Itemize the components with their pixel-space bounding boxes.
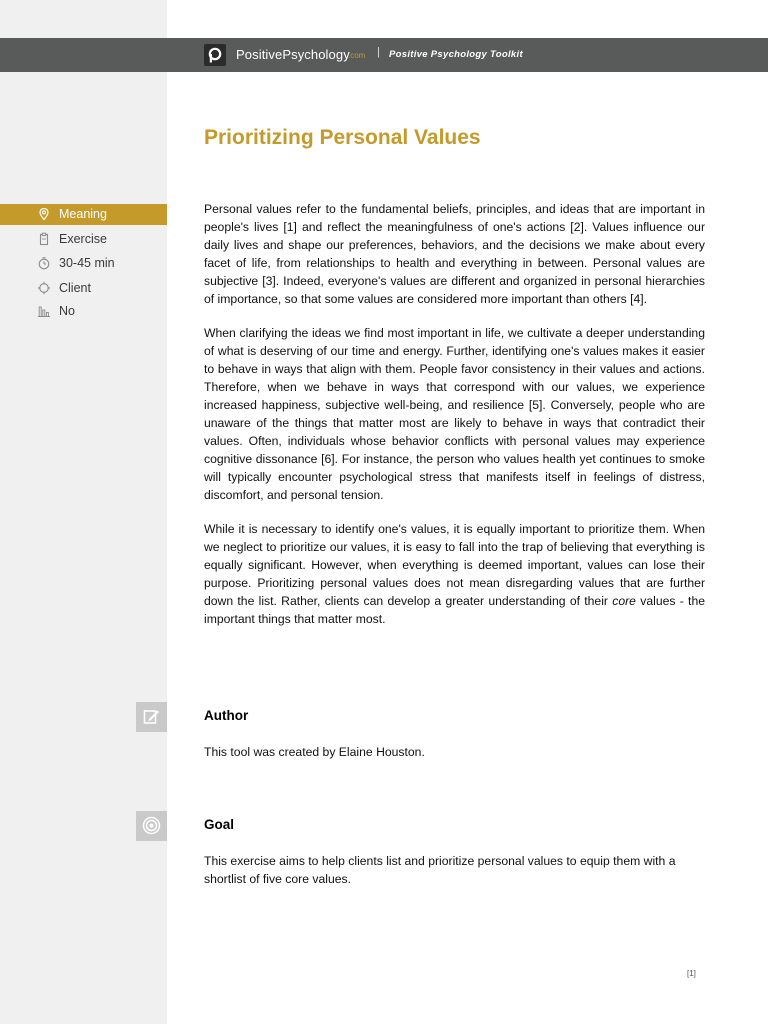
header-bar <box>0 38 768 72</box>
brand-logo-icon <box>204 44 226 66</box>
meta-label-category: Meaning <box>59 207 107 221</box>
page-title: Prioritizing Personal Values <box>204 126 481 149</box>
meta-label-type: Exercise <box>59 232 107 246</box>
goal-heading: Goal <box>204 817 235 832</box>
page-reference: [1] <box>687 969 696 978</box>
intro-paragraph: Personal values refer to the fundamental beliefs, principles, and ideas that are important in people's lives [1] and reflect the meaningfulness of one's actions [2]. Values influence our daily lives and shape our preferences, behaviors, and the decisions we make about every facet of life, from relationships to health and everything in between. Personal values are subjective [3]. Indeed, everyone's values are different and organized in personal hierarchies of importance, so that some values are considered more important than others [4]. <box>204 202 705 306</box>
closing-paragraph <box>204 520 705 628</box>
target-icon <box>142 816 161 835</box>
goal-section-icon-box <box>136 811 167 841</box>
emphasis-core: core <box>612 594 636 608</box>
author-text: This tool was created by Elaine Houston. <box>204 745 425 759</box>
clipboard-icon <box>37 232 51 246</box>
meta-label-duration: 30-45 min <box>59 256 115 270</box>
meta-item-type <box>0 229 167 250</box>
meta-label-audience: Client <box>59 281 91 295</box>
sidebar-panel <box>0 0 167 1024</box>
brand-suffix: .com <box>348 51 366 60</box>
meta-item-scoring <box>0 301 167 322</box>
goal-text: This exercise aims to help clients list and prioritize personal values to equip them with a shortlist of five core values. <box>204 854 676 886</box>
stopwatch-icon <box>37 256 51 270</box>
brand-name: PositivePsychology <box>236 47 350 62</box>
closing-paragraph-text: While it is necessary to identify one's values, it is equally important to prioritize them. When we neglect to prioritize our values, it is easy to fall into the trap of believing that everything is equally significant. However, when everything is deemed important, values can lose their purpose. Prioritizing personal values does not mean disregarding values that are further down the list. Rather, clients can develop a greater understanding of their <box>204 522 705 608</box>
location-pin-icon <box>37 207 51 221</box>
body-paragraph: When clarifying the ideas we find most important in life, we cultivate a deeper understanding of what is deserving of our time and energy. Further, identifying one's values makes it easier to behave in ways that align with them. People favor consistency in their values and actions. Therefore, when we behave in ways that correspond with our values, we experience increased happiness, subjective well-being, and resilience [5]. Conversely, people who are unaware of the things that matter most are likely to behave in ways that contradict their values. Often, individuals whose behavior conflicts with personal values may experience cognitive dissonance [6]. For instance, the person who values health yet continues to smoke will typically encounter psychological stress that manifests itself in feelings of distress, discomfort, and personal tension. <box>204 326 705 502</box>
header-divider: | <box>377 46 380 58</box>
bar-chart-icon <box>37 304 51 318</box>
meta-item-category <box>0 204 167 225</box>
author-section-icon-box <box>136 702 167 732</box>
author-heading: Author <box>204 708 249 723</box>
crosshair-icon <box>37 281 51 295</box>
edit-icon <box>142 707 161 726</box>
meta-item-duration <box>0 253 167 274</box>
toolkit-label: Positive Psychology Toolkit <box>389 49 523 60</box>
closing-paragraph-tail: values - the important things that matter most. <box>204 594 705 626</box>
meta-item-audience <box>0 278 167 299</box>
meta-label-scoring: No <box>59 304 75 318</box>
